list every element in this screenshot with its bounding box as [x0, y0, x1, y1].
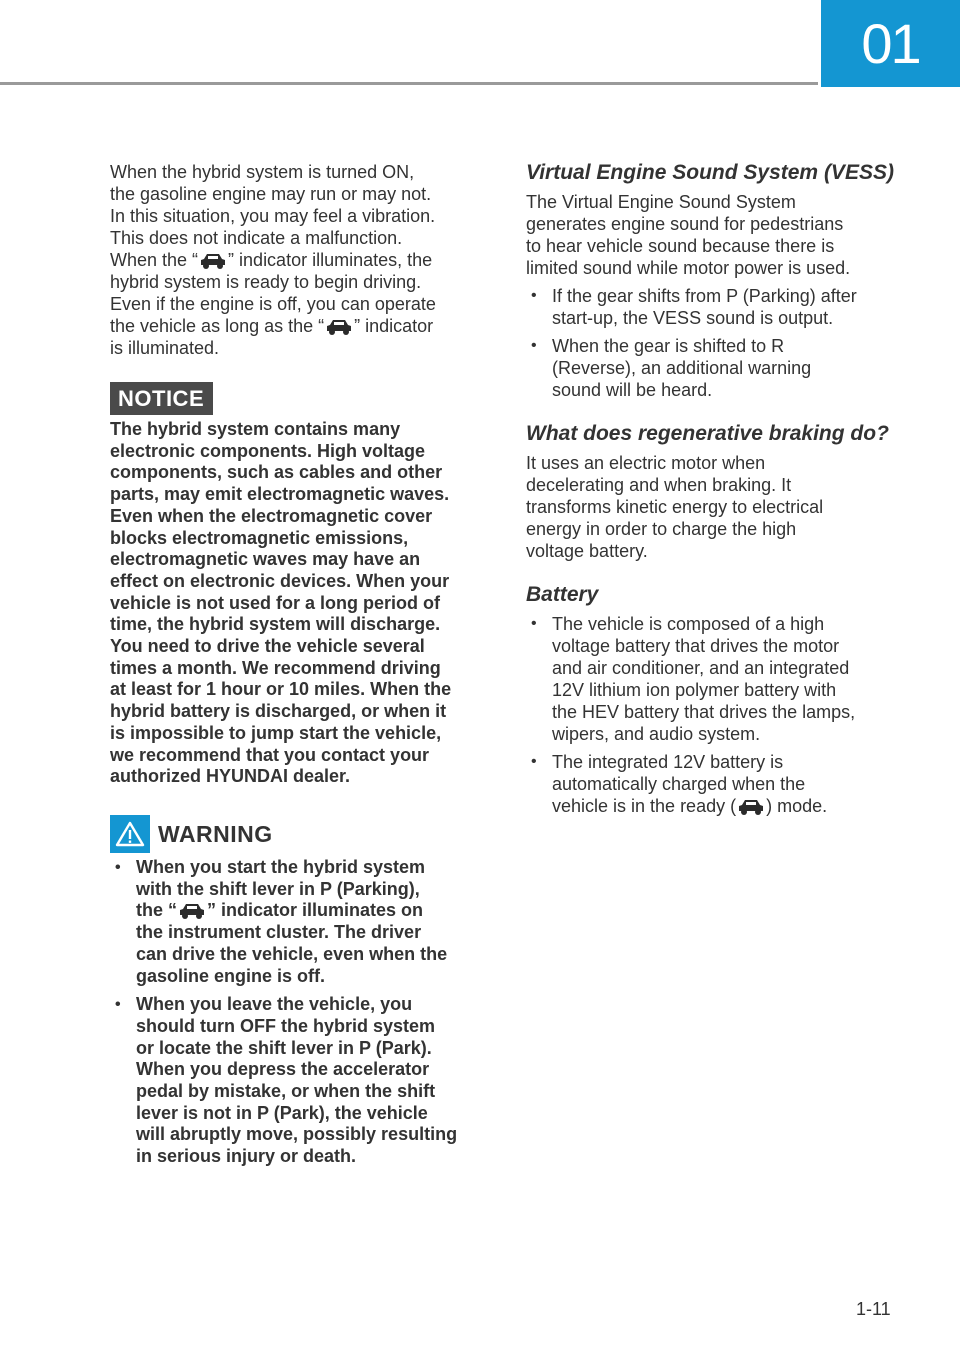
intro-paragraph [110, 161, 500, 359]
notice-line: times a month. We recommend driving [110, 657, 441, 678]
body-line: (Reverse), an additional warning [552, 358, 812, 378]
list-item [110, 994, 500, 1168]
body-line: • When the gear is shifted to R [552, 336, 785, 356]
body-line: to hear vehicle sound because there is [526, 236, 835, 256]
warning-line: • When you start the hybrid system [136, 857, 426, 877]
warning-list [110, 857, 500, 1175]
notice-badge: NOTICE [110, 382, 213, 415]
warning-line: • When you leave the vehicle, you [136, 994, 413, 1015]
body-line: wipers, and audio system. [552, 724, 761, 744]
notice-line: components, such as cables and other [110, 462, 443, 483]
text-fragment: ” indicator [354, 316, 434, 336]
body-line: • If the gear shifts from P (Parking) after [552, 286, 857, 306]
ready-car-icon [737, 798, 765, 816]
notice-line: You need to drive the vehicle several [110, 636, 425, 657]
notice-line: at least for 1 hour or 10 miles. When the [110, 679, 452, 700]
list-item [526, 285, 916, 329]
notice-line: authorized HYUNDAI dealer. [110, 766, 351, 787]
warning-line: in serious injury or death. [136, 1146, 357, 1167]
notice-line: electronic components. High voltage [110, 440, 426, 461]
warning-title: WARNING [158, 820, 273, 847]
body-line: generates engine sound for pedestrians [526, 214, 844, 234]
list-item [526, 751, 916, 817]
notice-line: vehicle is not used for a long period of [110, 592, 441, 613]
intro-line: hybrid system is ready to begin driving. [110, 272, 422, 292]
regen-heading: What does regenerative braking do? [526, 422, 889, 445]
body-line: decelerating and when braking. It [526, 475, 792, 495]
warning-line: When you depress the accelerator [136, 1059, 430, 1080]
vess-list [526, 285, 916, 407]
body-line: energy in order to charge the high [526, 519, 797, 539]
chapter-tab [821, 0, 960, 87]
body-line: and air conditioner, and an integrated [552, 658, 850, 678]
battery-heading: Battery [526, 583, 599, 606]
notice-line: we recommend that you contact your [110, 744, 430, 765]
ready-car-icon [199, 252, 227, 270]
warning-line: gasoline engine is off. [136, 965, 326, 986]
body-line: the HEV battery that drives the lamps, [552, 702, 856, 722]
battery-list [526, 613, 916, 823]
list-item [526, 613, 916, 745]
list-item [526, 335, 916, 401]
intro-line: This does not indicate a malfunction. [110, 228, 403, 248]
body-line: limited sound while motor power is used. [526, 258, 851, 278]
notice-line: electromagnetic waves may have an [110, 549, 421, 570]
vess-heading: Virtual Engine Sound System (VESS) [526, 161, 894, 184]
chapter-number: 01 [861, 12, 920, 75]
notice-line: is impossible to jump start the vehicle, [110, 722, 442, 743]
warning-line: will abruptly move, possibly resulting [136, 1124, 458, 1145]
ready-car-icon [325, 318, 353, 336]
text-fragment: ) mode. [766, 796, 828, 816]
body-line: sound will be heard. [552, 380, 713, 400]
text-fragment: the vehicle as long as the “ [110, 316, 325, 336]
warning-line: can drive the vehicle, even when the [136, 943, 448, 964]
text-fragment: the “ [136, 900, 178, 921]
intro-line: In this situation, you may feel a vibration. [110, 206, 436, 226]
body-line: automatically charged when the [552, 774, 806, 794]
warning-line: should turn OFF the hybrid system [136, 1015, 436, 1036]
warning-line: or locate the shift lever in P (Park). [136, 1037, 432, 1058]
body-line: 12V lithium ion polymer battery with [552, 680, 837, 700]
regen-paragraph [526, 452, 916, 562]
notice-line: parts, may emit electromagnetic waves. [110, 484, 450, 505]
intro-line [110, 315, 500, 337]
notice-body [110, 419, 500, 788]
ready-car-icon [178, 902, 206, 920]
page-number: 1-11 [856, 1299, 891, 1319]
intro-line [110, 249, 500, 271]
notice-line: effect on electronic devices. When your [110, 570, 450, 591]
body-line: • The integrated 12V battery is [552, 752, 784, 772]
intro-line: Even if the engine is off, you can operate [110, 294, 436, 314]
warning-line: the instrument cluster. The driver [136, 922, 422, 943]
body-line: voltage battery that drives the motor [552, 636, 840, 656]
intro-line: is illuminated. [110, 338, 220, 358]
text-fragment: ” indicator illuminates, the [228, 250, 433, 270]
body-line: voltage battery. [526, 541, 648, 561]
list-item [110, 857, 500, 987]
body-line: transforms kinetic energy to electrical [526, 497, 824, 517]
text-fragment: vehicle is in the ready ( [552, 796, 737, 816]
notice-header [110, 382, 213, 415]
warning-line [136, 900, 500, 922]
notice-line: The hybrid system contains many [110, 419, 401, 439]
intro-line: the gasoline engine may run or may not. [110, 184, 432, 204]
warning-header [110, 815, 273, 853]
body-line: It uses an electric motor when [526, 453, 766, 473]
text-fragment: When the “ [110, 250, 199, 270]
notice-line: time, the hybrid system will discharge. [110, 614, 441, 635]
notice-line: blocks electromagnetic emissions, [110, 527, 409, 548]
notice-line: Even when the electromagnetic cover [110, 505, 433, 526]
text-fragment: ” indicator illuminates on [207, 900, 424, 921]
warning-line: lever is not in P (Park), the vehicle [136, 1102, 428, 1123]
warning-triangle-icon [115, 821, 145, 847]
header-rule [0, 82, 818, 85]
warning-line: pedal by mistake, or when the shift [136, 1081, 436, 1102]
body-line: start-up, the VESS sound is output. [552, 308, 834, 328]
body-line: • The vehicle is composed of a high [552, 614, 825, 634]
warning-triangle-icon [110, 815, 150, 853]
intro-line: When the hybrid system is turned ON, [110, 162, 415, 182]
warning-line: with the shift lever in P (Parking), [136, 878, 420, 899]
body-line: The Virtual Engine Sound System [526, 192, 796, 212]
vess-paragraph [526, 191, 916, 279]
notice-line: hybrid battery is discharged, or when it [110, 701, 447, 722]
body-line [552, 795, 916, 817]
